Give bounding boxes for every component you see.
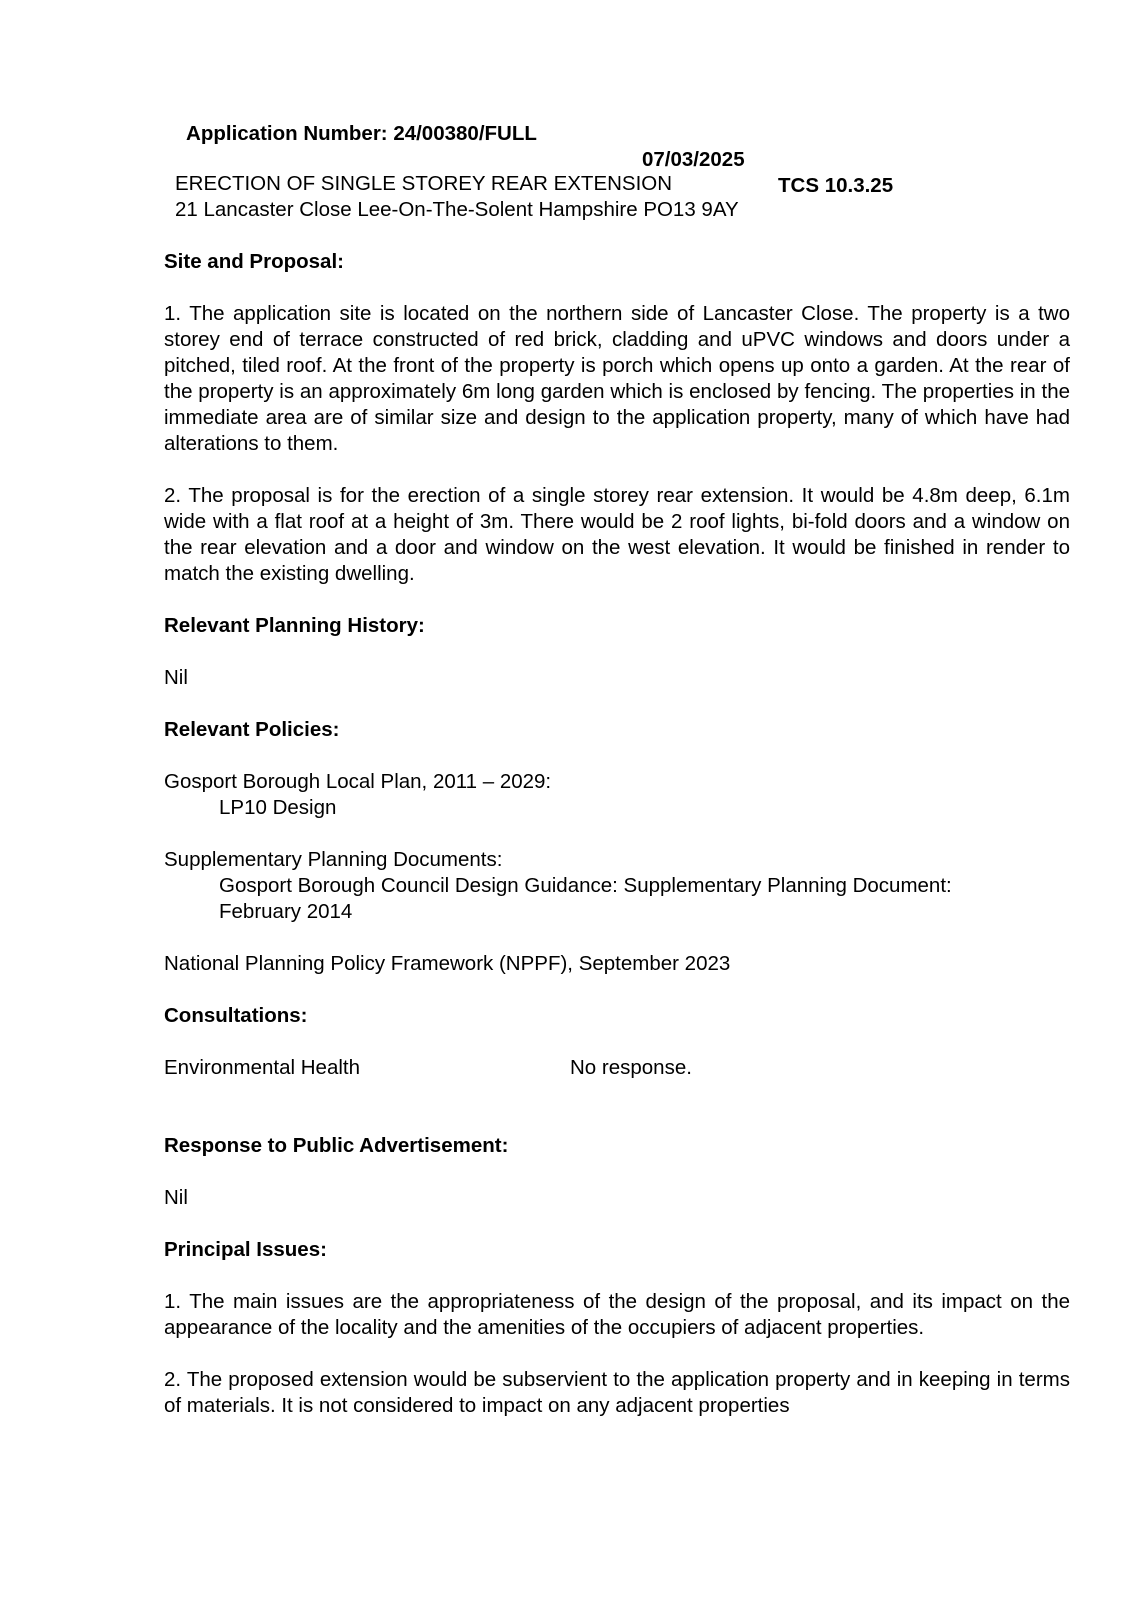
report-date: 07/03/2025: [642, 148, 745, 171]
planning-history-text: Nil: [164, 666, 188, 689]
proposal-address: 21 Lancaster Close Lee-On-The-Solent Hampshire PO13 9AY: [175, 198, 739, 221]
local-plan-item: LP10 Design: [219, 796, 337, 819]
site-paragraph-2: 2. The proposal is for the erection of a single storey rear extension. It would be 4.8m deep, 6.1m wide with a flat roof at a height of 3m. There would be 2 roof lights, bi-fold doors and a window on the rear elevation and a door and window on the west elevation. It would be finished in render to match the existing dwelling.: [164, 484, 1070, 585]
application-number: Application Number: 24/00380/FULL: [186, 122, 537, 145]
consultations-heading: Consultations:: [164, 1004, 308, 1027]
nppf-reference: National Planning Policy Framework (NPPF), September 2023: [164, 952, 731, 975]
consultation-row: [164, 1055, 1070, 1081]
document-page: [164, 95, 1070, 1419]
consultee-name: Environmental Health: [164, 1056, 360, 1079]
consultee-response: No response.: [570, 1056, 692, 1079]
principal-issues-paragraph-1: 1. The main issues are the appropriateness of the design of the proposal, and its impact on the appearance of the locality and the amenities of the occupiers of adjacent properties.: [164, 1290, 1070, 1339]
site-paragraph-1: 1. The application site is located on the northern side of Lancaster Close. The property is a two storey end of terrace constructed of red brick, cladding and uPVC windows and doors under a pitched, tiled roof. At the front of the property is porch which opens up onto a garden. At the rear of the property is an approximately 6m long garden which is enclosed by fencing. The properties in the immediate area are of similar size and design to the application property, many of which have had alterations to them.: [164, 302, 1070, 455]
spd-title: Supplementary Planning Documents:: [164, 848, 503, 871]
principal-issues-paragraph-2: 2. The proposed extension would be subservient to the application property and in keeping in terms of materials. It is not considered to impact on any adjacent properties: [164, 1368, 1070, 1417]
tcs-reference: TCS 10.3.25: [778, 174, 894, 197]
public-advertisement-text: Nil: [164, 1186, 188, 1209]
spd-item-line-2: February 2014: [219, 900, 353, 923]
principal-issues-heading: Principal Issues:: [164, 1238, 327, 1261]
proposal-description: ERECTION OF SINGLE STOREY REAR EXTENSION: [175, 172, 673, 195]
relevant-policies-heading: Relevant Policies:: [164, 718, 340, 741]
public-advertisement-heading: Response to Public Advertisement:: [164, 1134, 509, 1157]
planning-history-heading: Relevant Planning History:: [164, 614, 425, 637]
proposal-block: [164, 171, 1070, 223]
local-plan-title: Gosport Borough Local Plan, 2011 – 2029:: [164, 770, 552, 793]
site-and-proposal-heading: Site and Proposal:: [164, 250, 344, 273]
spd-item-line-1: Gosport Borough Council Design Guidance: Supplementary Planning Document:: [219, 874, 952, 897]
